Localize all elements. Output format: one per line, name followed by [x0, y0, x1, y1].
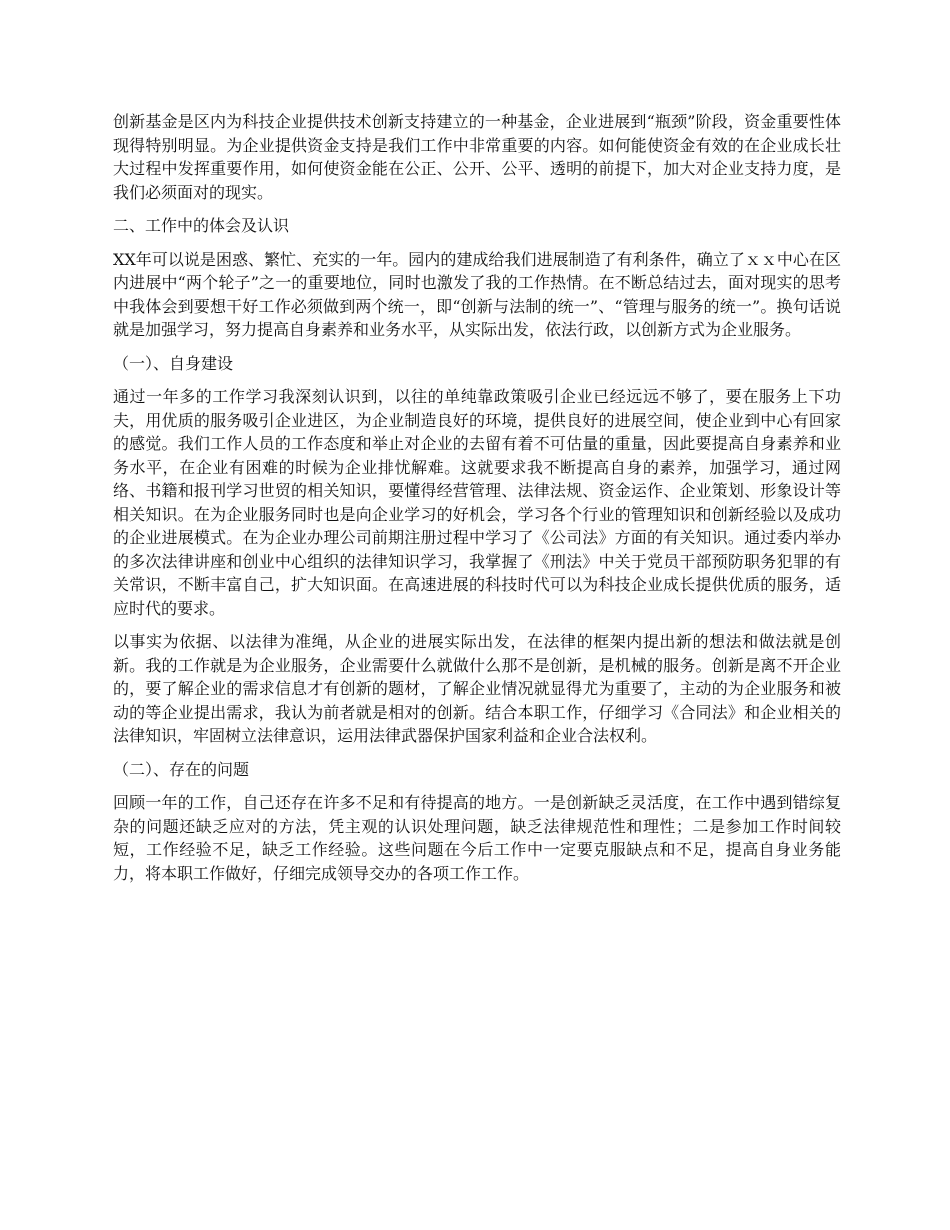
paragraph-self-development: 通过一年多的工作学习我深刻认识到，以往的单纯靠政策吸引企业已经远远不够了，要在服务上下功夫，用优质的服务吸引企业进区，为企业制造良好的环境，提供良好的进展空间，使企业到中心有回家的感觉。我们工作人员的工作态度和举止对企业的去留有着不可估量的重量，因此要提高自身素养和业务水平，在企业有困难的时候为企业排忧解难。这就要求我不断提高自身的素养，加强学习，通过网络、书籍和报刊学习世贸的相关知识，要懂得经营管理、法律法规、资金运作、企业策划、形象设计等相关知识。在为企业服务同时也是向企业学习的好机会，学习各个行业的管理知识和创新经验以及成功的企业进展模式。在为企业办理公司前期注册过程中学习了《公司法》方面的有关知识。通过委内举办的多次法律讲座和创业中心组织的法律知识学习，我掌握了《刑法》中关于党员干部预防职务犯罪的有关常识，不断丰富自己，扩大知识面。在高速进展的科技时代可以为科技企业成长提供优质的服务，适应时代的要求。	[113, 387, 841, 618]
paragraph-innovation-law: 以事实为依据、以法律为准绳，从企业的进展实际出发，在法律的框架内提出新的想法和做法就是创新。我的工作就是为企业服务，企业需要什么就做什么那不是创新，是机械的服务。创新是离不开企业的，要了解企业的需求信息才有创新的题材，了解企业情况就显得尤为重要了，主动的为企业服务和被动的等企业提出需求，我认为前者就是相对的创新。结合本职工作，仔细学习《合同法》和企业相关的法律知识，牢固树立法律意识，运用法律武器保护国家利益和企业合法权利。	[113, 632, 841, 745]
heading-self-development: （一）、自身建设	[113, 353, 234, 373]
paragraph-existing-problems: 回顾一年的工作，自己还存在许多不足和有待提高的地方。一是创新缺乏灵活度，在工作中遇到错综复杂的问题还缺乏应对的方法，凭主观的认识处理问题，缺乏法律规范性和理性；二是参加工作时间较短，工作经验不足，缺乏工作经验。这些问题在今后工作中一定要克服缺点和不足，提高自身业务能力，将本职工作做好，仔细完成领导交办的各项工作工作。	[113, 793, 841, 883]
heading-work-experience: 二、工作中的体会及认识	[113, 216, 290, 235]
paragraph-year-summary: XX年可以说是困惑、繁忙、充实的一年。园内的建成给我们进展制造了有利条件，确立了ｘｘ中心在区内进展中“两个轮子”之一的重要地位，同时也激发了我的工作热情。在不断总结过去，面对现实的思考中我体会到要想干好工作必须做到两个统一，即“创新与法制的统一”、“管理与服务的统一”。换句话说就是加强学习，努力提高自身素养和业务水平，从实际出发，依法行政，以创新方式为企业服务。	[113, 249, 841, 339]
heading-existing-problems: （二）、存在的问题	[113, 759, 250, 779]
document-page	[113, 110, 841, 895]
paragraph-innovation-fund: 创新基金是区内为科技企业提供技术创新支持建立的一种基金，企业进展到“瓶颈”阶段，资金重要性体现得特别明显。为企业提供资金支持是我们工作中非常重要的内容。如何能使资金有效的在企业成长壮大过程中发挥重要作用，如何使资金能在公正、公开、公平、透明的前提下，加大对企业支持力度，是我们必须面对的现实。	[113, 112, 841, 202]
